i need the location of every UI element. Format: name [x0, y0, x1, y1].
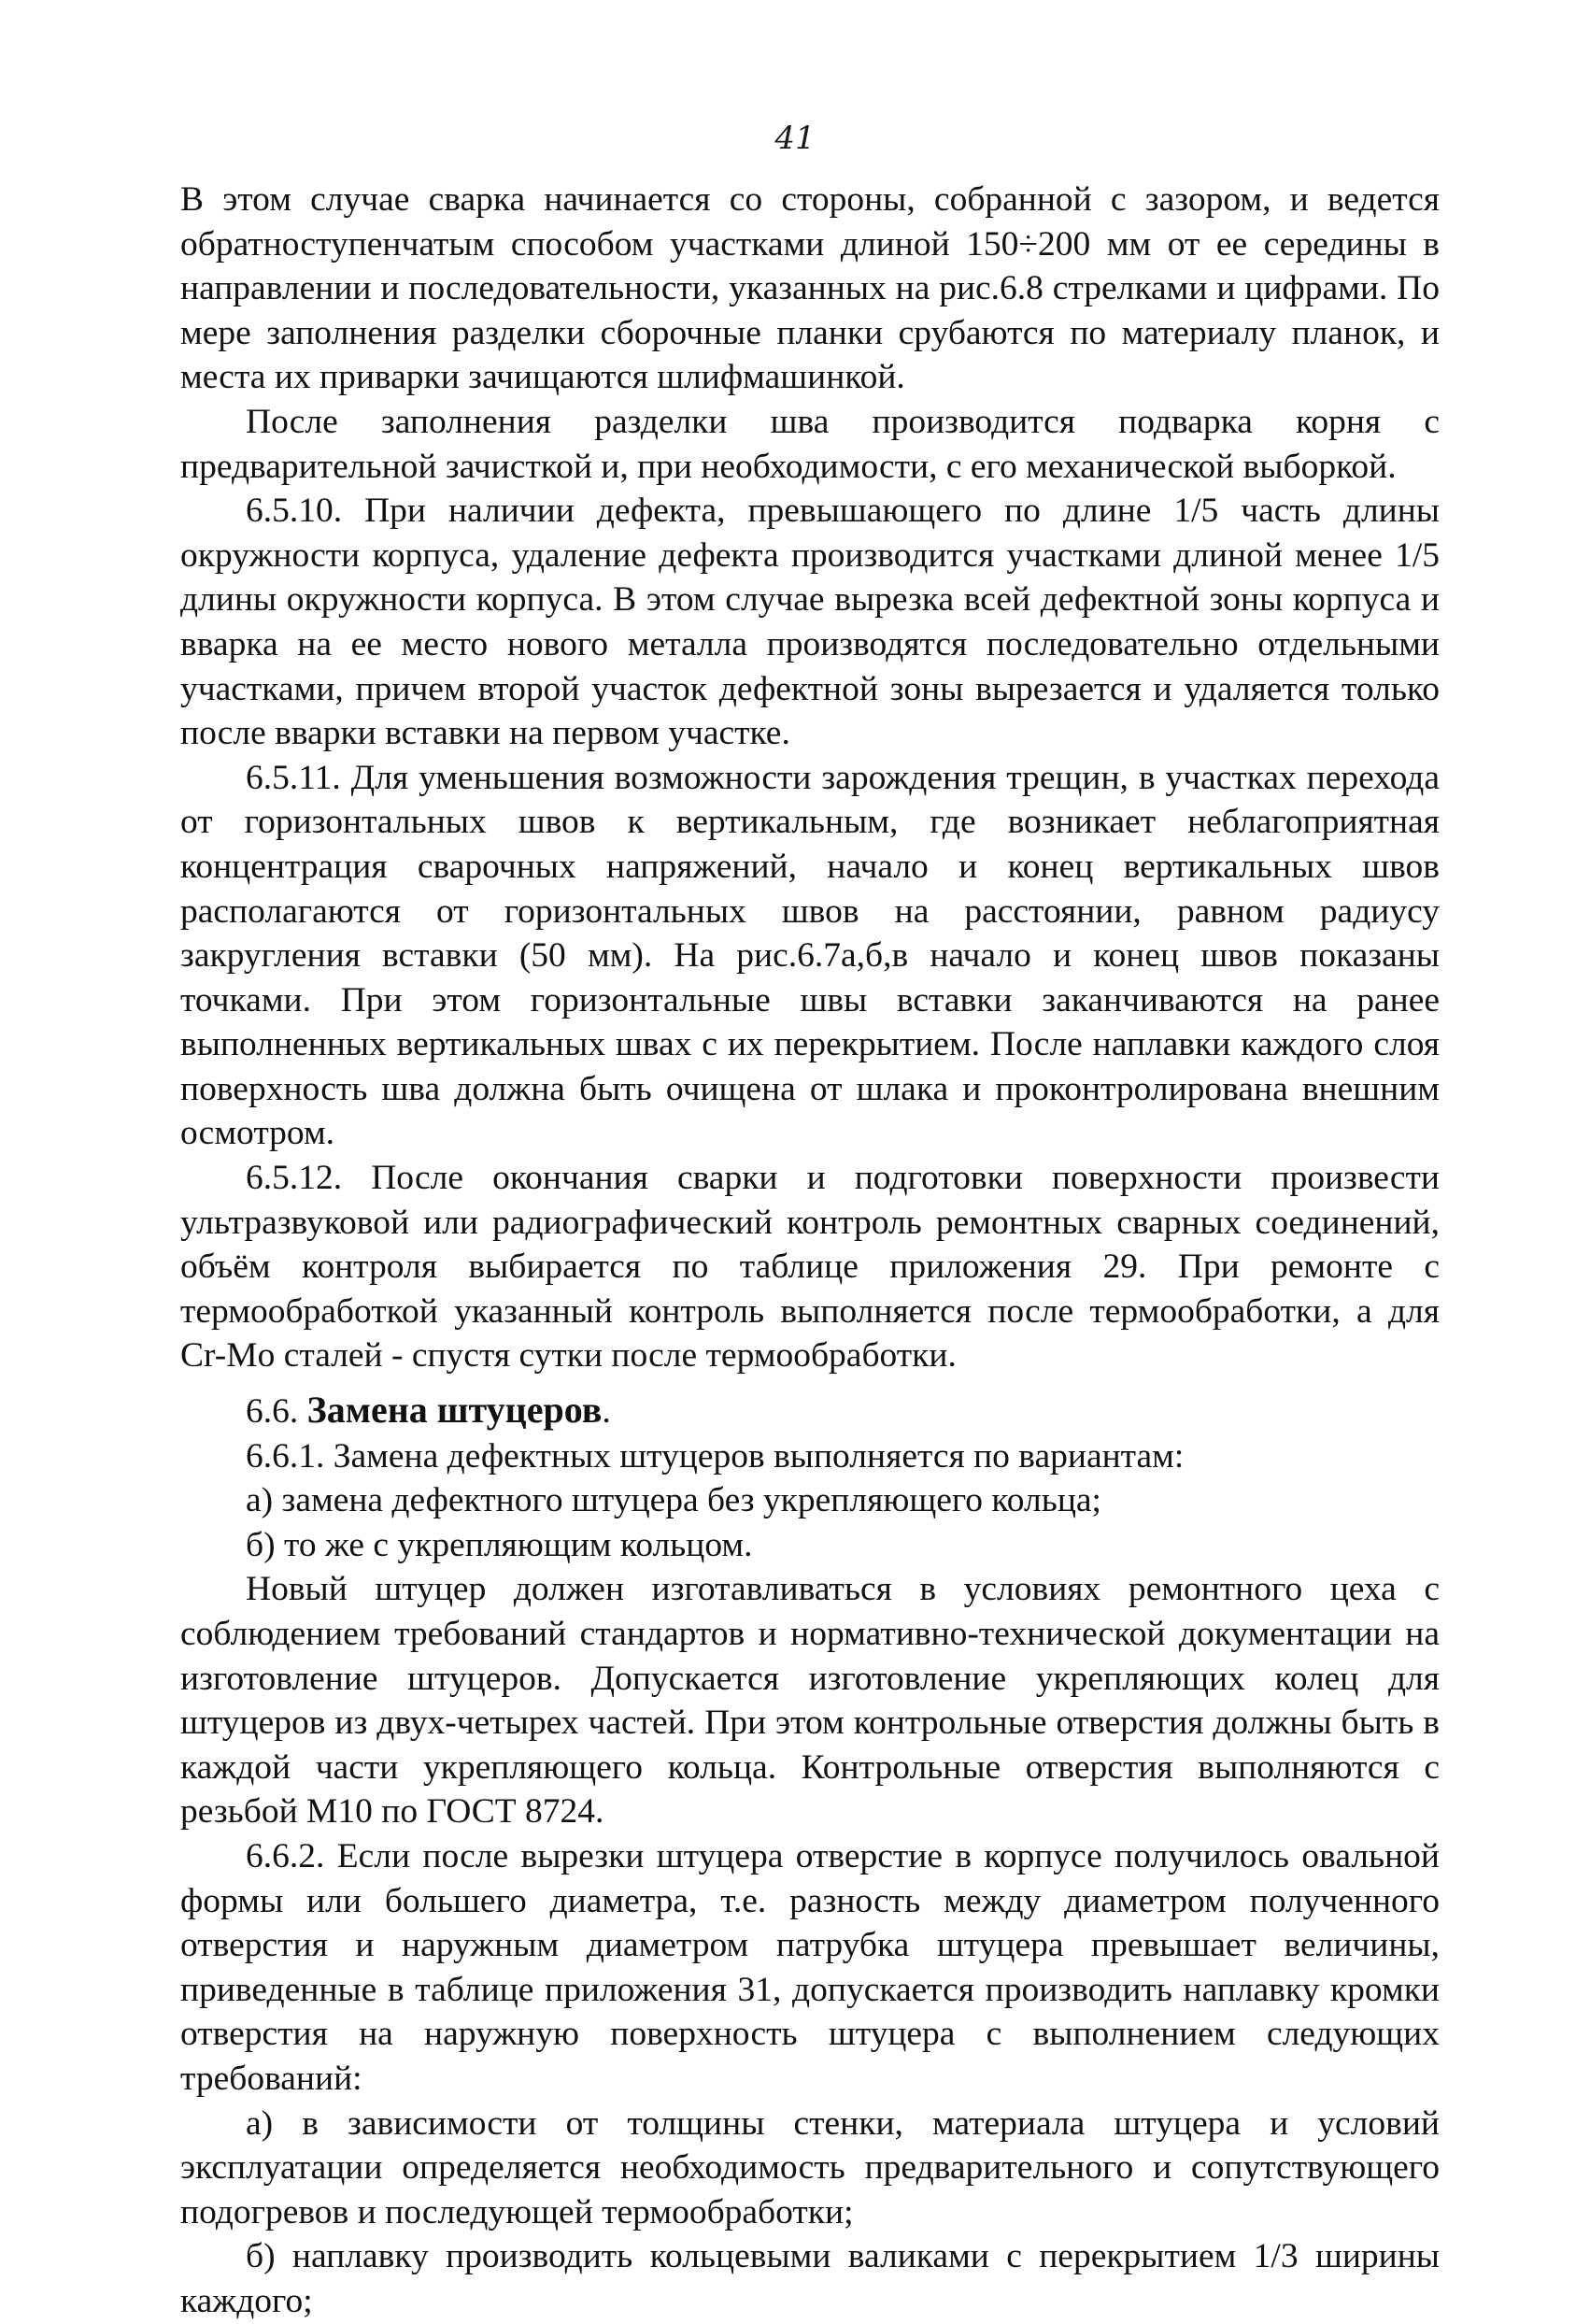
section-heading	[180, 1388, 1440, 1434]
paragraph-continuation: В этом случае сварка начинается со стороны, собранной с зазором, и ведется обратноступенчатым способом участками длиной 150÷200 мм от ее середины в направлении и последовательности, указанных на рис.6.8 стрелками и цифрами. По мере заполнения разделки сборочные планки срубаются по материалу планок, и места их приварки зачищаются шлифмашинкой.	[180, 180, 1440, 397]
requirement-item-b: б) наплавку производить кольцевыми валиками с перекрытием 1/3 ширины каждого;	[180, 2237, 1440, 2320]
paragraph-6-6-1: 6.6.1. Замена дефектных штуцеров выполняется по вариантам:	[246, 1436, 1185, 1476]
paragraph-6-5-11: 6.5.11. Для уменьшения возможности зарождения трещин, в участках перехода от горизонтальных швов к вертикальным, где возникает неблагоприятная концентрация сварочных напряжений, начало и конец вертикальных швов располагаются от горизонтальных швов на расстоянии, равном радиусу закругления вставки (50 мм). На рис.6.7а,б,в начало и конец швов показаны точками. При этом горизонтальные швы вставки заканчиваются на ранее выполненных вертикальных швах с их перекрытием. После наплавки каждого слоя поверхность шва должна быть очищена от шлака и проконтролирована внешним осмотром.	[180, 758, 1440, 1153]
paragraph-6-6-2: 6.6.2. Если после вырезки штуцера отверстие в корпусе получилось овальной формы или большего диаметра, т.е. разность между диаметром полученного отверстия и наружным диаметром патрубка штуцера превышает величины, приведенные в таблице приложения 31, допускается производить наплавку кромки отверстия на наружную поверхность штуцера с выполнением следующих требований:	[180, 1836, 1440, 2098]
page-number: 41	[774, 120, 816, 157]
paragraph-root-weld: После заполнения разделки шва производится подварка корня с предварительной зачисткой и, при необходимости, с его механической выборкой.	[180, 402, 1440, 486]
list-item-a: а) замена дефектного штуцера без укрепляющего кольца;	[246, 1481, 1101, 1520]
section-number: 6.6.	[246, 1392, 299, 1432]
paragraph-6-5-12: 6.5.12. После окончания сварки и подготовки поверхности произвести ультразвуковой или радиографический контроль ремонтных сварных соединений, объём контроля выбирается по таблице приложения 29. При ремонте с термообработкой указанный контроль выполняется после термообработки, а для Cr-Mo сталей - спустя сутки после термообработки.	[180, 1159, 1440, 1376]
paragraph-6-5-10: 6.5.10. При наличии дефекта, превышающего по длине 1/5 часть длины окружности корпуса, удаление дефекта производится участками длиной менее 1/5 длины окружности корпуса. В этом случае вырезка всей дефектной зоны корпуса и вварка на ее место нового металла производятся последовательно отдельными участками, причем второй участок дефектной зоны вырезается и удаляется только после вварки вставки на первом участке.	[180, 492, 1440, 753]
list-item-b: б) то же с укрепляющим кольцом.	[246, 1525, 753, 1564]
body-text	[180, 178, 1440, 2324]
section-title: Замена штуцеров	[306, 1389, 603, 1432]
paragraph-new-fitting: Новый штуцер должен изготавливаться в условиях ремонтного цеха с соблюдением требований стандартов и нормативно-технической документации на изготовление штуцеров. Допускается изготовление укрепляющих колец для штуцеров из двух-четырех частей. При этом контрольные отверстия должны быть в каждой части укрепляющего кольца. Контрольные отверстия выполняются с резьбой М10 по ГОСТ 8724.	[180, 1570, 1440, 1832]
section-title-end: .	[602, 1392, 611, 1432]
requirement-item-a: а) в зависимости от толщины стенки, материала штуцера и условий эксплуатации определяется необходимость предварительного и сопутствующего подогревов и последующей термообработки;	[180, 2103, 1440, 2231]
